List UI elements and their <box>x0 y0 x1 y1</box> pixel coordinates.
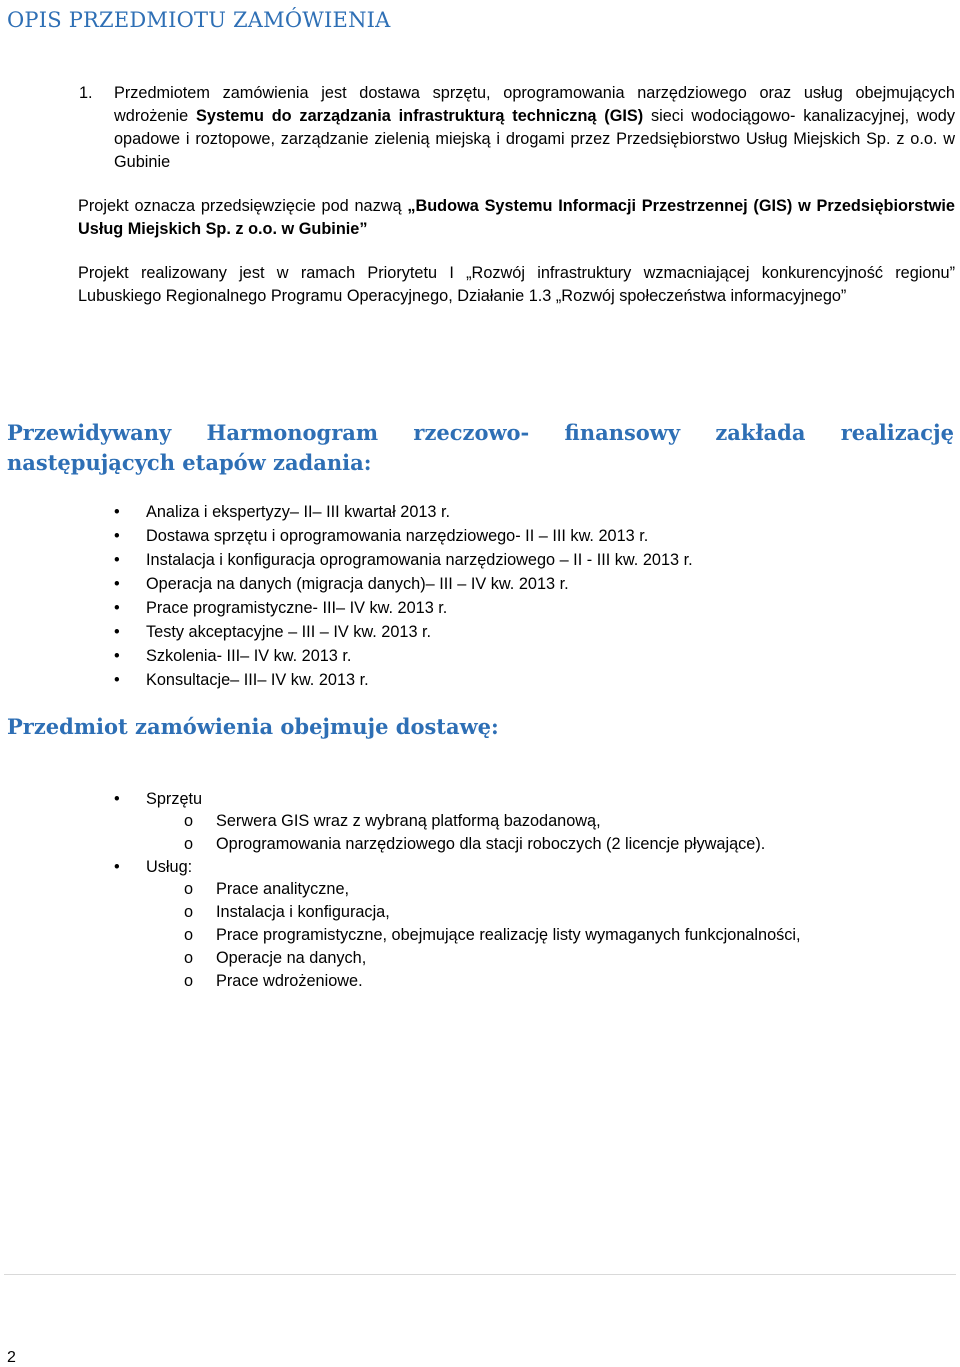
list-item <box>0 500 693 524</box>
scope-list <box>0 788 801 993</box>
bullet-icon: • <box>114 575 120 593</box>
schedule-item-text: Prace programistyczne- III– IV kw. 2013 r. <box>146 599 448 617</box>
list-item <box>0 878 801 901</box>
item-1-text <box>114 82 955 174</box>
schedule-list <box>0 500 693 692</box>
scope-item-text: Operacje na danych, <box>216 949 367 967</box>
schedule-item-text: Dostawa sprzętu i oprogramowania narzędziowego- II – III kw. 2013 r. <box>146 527 649 545</box>
scope-equipment-label: Sprzętu <box>146 790 203 808</box>
list-item <box>0 668 693 692</box>
project-paragraph <box>78 195 955 241</box>
item-1-bold: Systemu do zarządzania infrastrukturą techniczną (GIS) <box>196 107 644 125</box>
list-number: 1. <box>79 84 93 102</box>
scope-item-text: Oprogramowania narzędziowego dla stacji roboczych (2 licencje pływające). <box>216 835 766 853</box>
list-item <box>0 970 801 993</box>
scope-heading: Przedmiot zamówienia obejmuje dostawę: <box>7 714 499 739</box>
scope-item-text: Prace programistyczne, obejmujące realizację listy wymaganych funkcjonalności, <box>216 926 801 944</box>
schedule-item-text: Instalacja i konfiguracja oprogramowania narzędziowego – II - III kw. 2013 r. <box>146 551 693 569</box>
sub-bullet-icon: o <box>184 926 194 944</box>
scope-item-text: Serwera GIS wraz z wybraną platformą bazodanową, <box>216 812 601 830</box>
scope-item-text: Prace wdrożeniowe. <box>216 972 363 990</box>
sub-bullet-icon: o <box>184 903 194 921</box>
sub-bullet-icon: o <box>184 835 194 853</box>
bullet-icon: • <box>114 790 120 808</box>
page-number: 2 <box>7 1349 16 1366</box>
project-text: Projekt oznacza przedsięwzięcie pod nazwą <box>78 197 408 215</box>
list-item <box>0 644 693 668</box>
list-item <box>0 524 693 548</box>
list-item <box>0 620 693 644</box>
footer-divider <box>4 1274 956 1275</box>
sub-bullet-icon: o <box>184 949 194 967</box>
scope-item-text: Prace analityczne, <box>216 880 350 898</box>
schedule-item-text: Szkolenia- III– IV kw. 2013 r. <box>146 647 352 665</box>
list-item <box>0 572 693 596</box>
bullet-icon: • <box>114 599 120 617</box>
schedule-item-text: Analiza i ekspertyzy– II– III kwartał 2013 r. <box>146 503 451 521</box>
services-sublist <box>0 878 801 993</box>
bullet-icon: • <box>114 503 120 521</box>
scope-item-text: Instalacja i konfiguracja, <box>216 903 390 921</box>
bullet-icon: • <box>114 551 120 569</box>
list-item <box>0 901 801 924</box>
realization-paragraph: Projekt realizowany jest w ramach Priorytetu I „Rozwój infrastruktury wzmacniającej konkurencyjność regionu” Lubuskiego Regionalnego Programu Operacyjnego, Działanie 1.3 „Rozwój społeczeństwa informacyjnego” <box>78 264 955 305</box>
schedule-item-text: Konsultacje– III– IV kw. 2013 r. <box>146 671 369 689</box>
list-item <box>0 810 801 833</box>
scope-services-label: Usług: <box>146 858 193 876</box>
bullet-icon: • <box>114 858 120 876</box>
sub-bullet-icon: o <box>184 812 194 830</box>
sub-bullet-icon: o <box>184 880 194 898</box>
scope-equipment <box>0 788 801 856</box>
item-1-text-after: sieci wodociągowo- kanalizacyjnej, wody opadowe i roztopowe, zarządzanie zielenią miejską i drogami przez Przedsiębiorstwo Usług Miejskich Sp. z o.o. w Gubinie <box>114 107 955 171</box>
schedule-item-text: Testy akceptacyjne – III – IV kw. 2013 r. <box>146 623 432 641</box>
list-item <box>0 833 801 856</box>
schedule-heading: Przewidywany Harmonogram rzeczowo- finansowy zakłada realizację następujących etapów zadania: <box>7 420 954 475</box>
list-item <box>0 924 801 947</box>
bullet-icon: • <box>114 671 120 689</box>
schedule-item-text: Operacja na danych (migracja danych)– III – IV kw. 2013 r. <box>146 575 569 593</box>
list-item <box>0 947 801 970</box>
scope-services <box>0 856 801 993</box>
equipment-sublist <box>0 810 801 856</box>
list-item <box>0 548 693 572</box>
project-name-bold: „Budowa Systemu Informacji Przestrzennej (GIS) w Przedsiębiorstwie Usług Miejskich Sp. z o.o. w Gubinie” <box>78 197 955 238</box>
list-item <box>0 596 693 620</box>
bullet-icon: • <box>114 527 120 545</box>
bullet-icon: • <box>114 623 120 641</box>
bullet-icon: • <box>114 647 120 665</box>
sub-bullet-icon: o <box>184 972 194 990</box>
item-1-text-before: Przedmiotem zamówienia jest dostawa sprzętu, oprogramowania narzędziowego oraz usług obejmujących wdrożenie <box>114 84 955 125</box>
page-title: OPIS PRZEDMIOTU ZAMÓWIENIA <box>7 8 391 32</box>
